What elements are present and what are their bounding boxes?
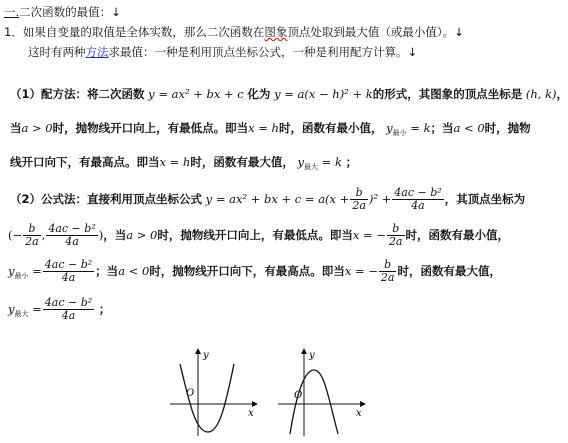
m2-vfrac1-num: b [23, 223, 41, 236]
m2-t1: 直接利用顶点坐标公式 [87, 192, 203, 206]
m1l3-ymax-eq: = k [318, 155, 342, 169]
m2-vfrac2 [46, 223, 97, 248]
item1-line2-b: 求最值：一种是利用顶点坐标公式，一种是利用配方计算。↓ [108, 45, 418, 59]
m2l3-frac2 [379, 259, 397, 284]
m2-f1a: y = ax² + bx + c = a(x + [205, 192, 350, 206]
m2l4-frac-num: 4ac − b² [44, 296, 93, 309]
m2l2-frac-den: 2a [388, 235, 403, 248]
m2-t2: ，其顶点坐标为 [444, 192, 526, 206]
parabola-curve [180, 364, 234, 432]
m1l2-e: 时，抛物 [484, 121, 531, 135]
m2l4-end: ； [98, 302, 111, 316]
m2-frac1 [350, 187, 368, 212]
m2l2-frac-num: b [387, 223, 405, 236]
method2-line3 [8, 258, 501, 289]
heading-prefix: 一. [4, 5, 20, 19]
m1l2-d: ；当 [430, 121, 454, 135]
m1l3-c: ； [345, 155, 358, 169]
method1-vertex: (h, k) [525, 87, 557, 101]
heading-text: 二次函数的最值：↓ [19, 5, 121, 19]
m2-vfrac1-den: 2a [25, 235, 39, 248]
origin-label: O [294, 390, 303, 401]
method1-line2 [10, 120, 531, 141]
x-axis-label: x [356, 408, 362, 419]
item1-text-b: 顶点处取到最大值（或最小值）。↓ [287, 25, 464, 39]
item1-text-a: 1．如果自变量的取值是全体实数，那么二次函数在 [4, 25, 265, 39]
x-axis-label: x [248, 408, 254, 419]
m2l2-f1: a > 0 [126, 228, 158, 242]
m2l3-c: 时，函数有最大值， [397, 264, 501, 278]
m2l3-f2: x = − [344, 264, 378, 278]
item1-line2 [28, 44, 417, 60]
method1-label: （1）配方法： [10, 87, 88, 101]
method1-t3: 的形式，其图象的顶点坐标是 [372, 87, 523, 101]
graph-downward-parabola [276, 346, 368, 438]
m2l2-f2: x = − [352, 228, 386, 242]
y-axis-arrow-icon [301, 348, 307, 354]
m1l2-ymin-eq: = k [406, 121, 431, 135]
method2-line4 [8, 296, 110, 327]
m1l2-ymin: y [386, 121, 393, 135]
m2l4-y: y [8, 302, 15, 316]
method-link[interactable]: 方法 [85, 45, 109, 59]
method2-line2 [8, 222, 509, 248]
y-axis-label: y [203, 350, 209, 361]
m2l3-f1: a < 0 [118, 264, 150, 278]
m2-vcomma: , [41, 228, 46, 242]
y-axis-label: y [309, 350, 315, 361]
method1-t2: 化为 [247, 87, 271, 101]
x-axis-arrow-icon [252, 401, 258, 407]
m2l3-frac [43, 259, 94, 284]
m2l4-frac-den: 4a [61, 309, 76, 322]
m2l2-c: 时，函数有最小值， [405, 228, 509, 242]
origin-label: O [186, 388, 195, 399]
method1-t4: ， [556, 87, 568, 101]
m1l3-a: 线开口向下，有最高点。即当 [10, 155, 160, 169]
m2l3-b: 时，抛物线开口向下，有最高点。即当 [149, 264, 345, 278]
item1-link-image: 图象 [264, 25, 288, 39]
m1l2-b: 时，抛物线开口向上，有最低点。即当 [52, 121, 249, 135]
m2l4-sub: 最大 [14, 310, 29, 318]
section-heading [4, 4, 121, 20]
parabola-curve [290, 370, 338, 434]
m2l3-frac-num: 4ac − b² [44, 258, 93, 271]
m2l4-eq: = [28, 302, 42, 316]
method1-formula2: y = a(x − h)² + k [274, 87, 373, 101]
m1l3-f1: x = h [159, 155, 191, 169]
m1l2-a: 当 [10, 121, 22, 135]
m2l3-eq: = [28, 264, 42, 278]
item1-line1 [4, 24, 464, 40]
m2-f1b: )² + [368, 192, 392, 206]
method1-line3 [10, 154, 357, 175]
m2l3-frac-den: 4a [61, 271, 76, 284]
m1l2-c: 时，函数有最小值， [278, 121, 383, 135]
m2-vopen: (− [8, 228, 23, 242]
m2-vfrac1 [23, 223, 41, 248]
graph-upward-parabola [168, 346, 260, 438]
method1-t1: 将二次函数 [87, 87, 145, 101]
item1-line2-a: 这时有两种 [28, 45, 86, 59]
m1l2-f3: a < 0 [453, 121, 485, 135]
m2-vfrac2-num: 4ac − b² [48, 222, 96, 235]
method1-line1 [10, 86, 568, 102]
m2l3-frac2-den: 2a [380, 271, 395, 284]
m2l3-a: ；当 [95, 264, 119, 278]
m2l2-b: 时，抛物线开口向上，有最低点。即当 [157, 228, 353, 242]
m2-frac2-den: 4a [411, 199, 425, 212]
m1l3-ymax: y [297, 155, 304, 169]
m1l2-f1: a > 0 [21, 121, 53, 135]
m2l2-a: ，当 [103, 228, 127, 242]
m2-vclose: ) [98, 228, 104, 242]
m1l2-ymin-sub: 最小 [392, 129, 407, 137]
m2l3-sub: 最小 [14, 272, 29, 280]
m2-vfrac2-den: 4a [65, 235, 79, 248]
m2-frac1-num: b [350, 187, 368, 200]
m2-frac2 [392, 187, 443, 212]
m1l3-ymax-sub: 最大 [304, 163, 318, 171]
method2-label: （2）公式法： [10, 192, 88, 206]
m2-frac1-den: 2a [352, 199, 366, 212]
method2-line1 [10, 186, 525, 212]
m2l4-frac [43, 297, 94, 322]
m2l2-frac [387, 223, 405, 248]
x-axis-arrow-icon [360, 401, 366, 407]
m1l2-f2: x = h [248, 121, 279, 135]
y-axis-arrow-icon [195, 348, 201, 354]
m1l3-b: 时，函数有最大值， [190, 155, 294, 169]
m2l3-y: y [8, 264, 15, 278]
method1-formula1: y = ax² + bx + c [148, 87, 244, 101]
m2l3-frac2-num: b [379, 259, 397, 272]
m2-frac2-num: 4ac − b² [394, 186, 442, 199]
